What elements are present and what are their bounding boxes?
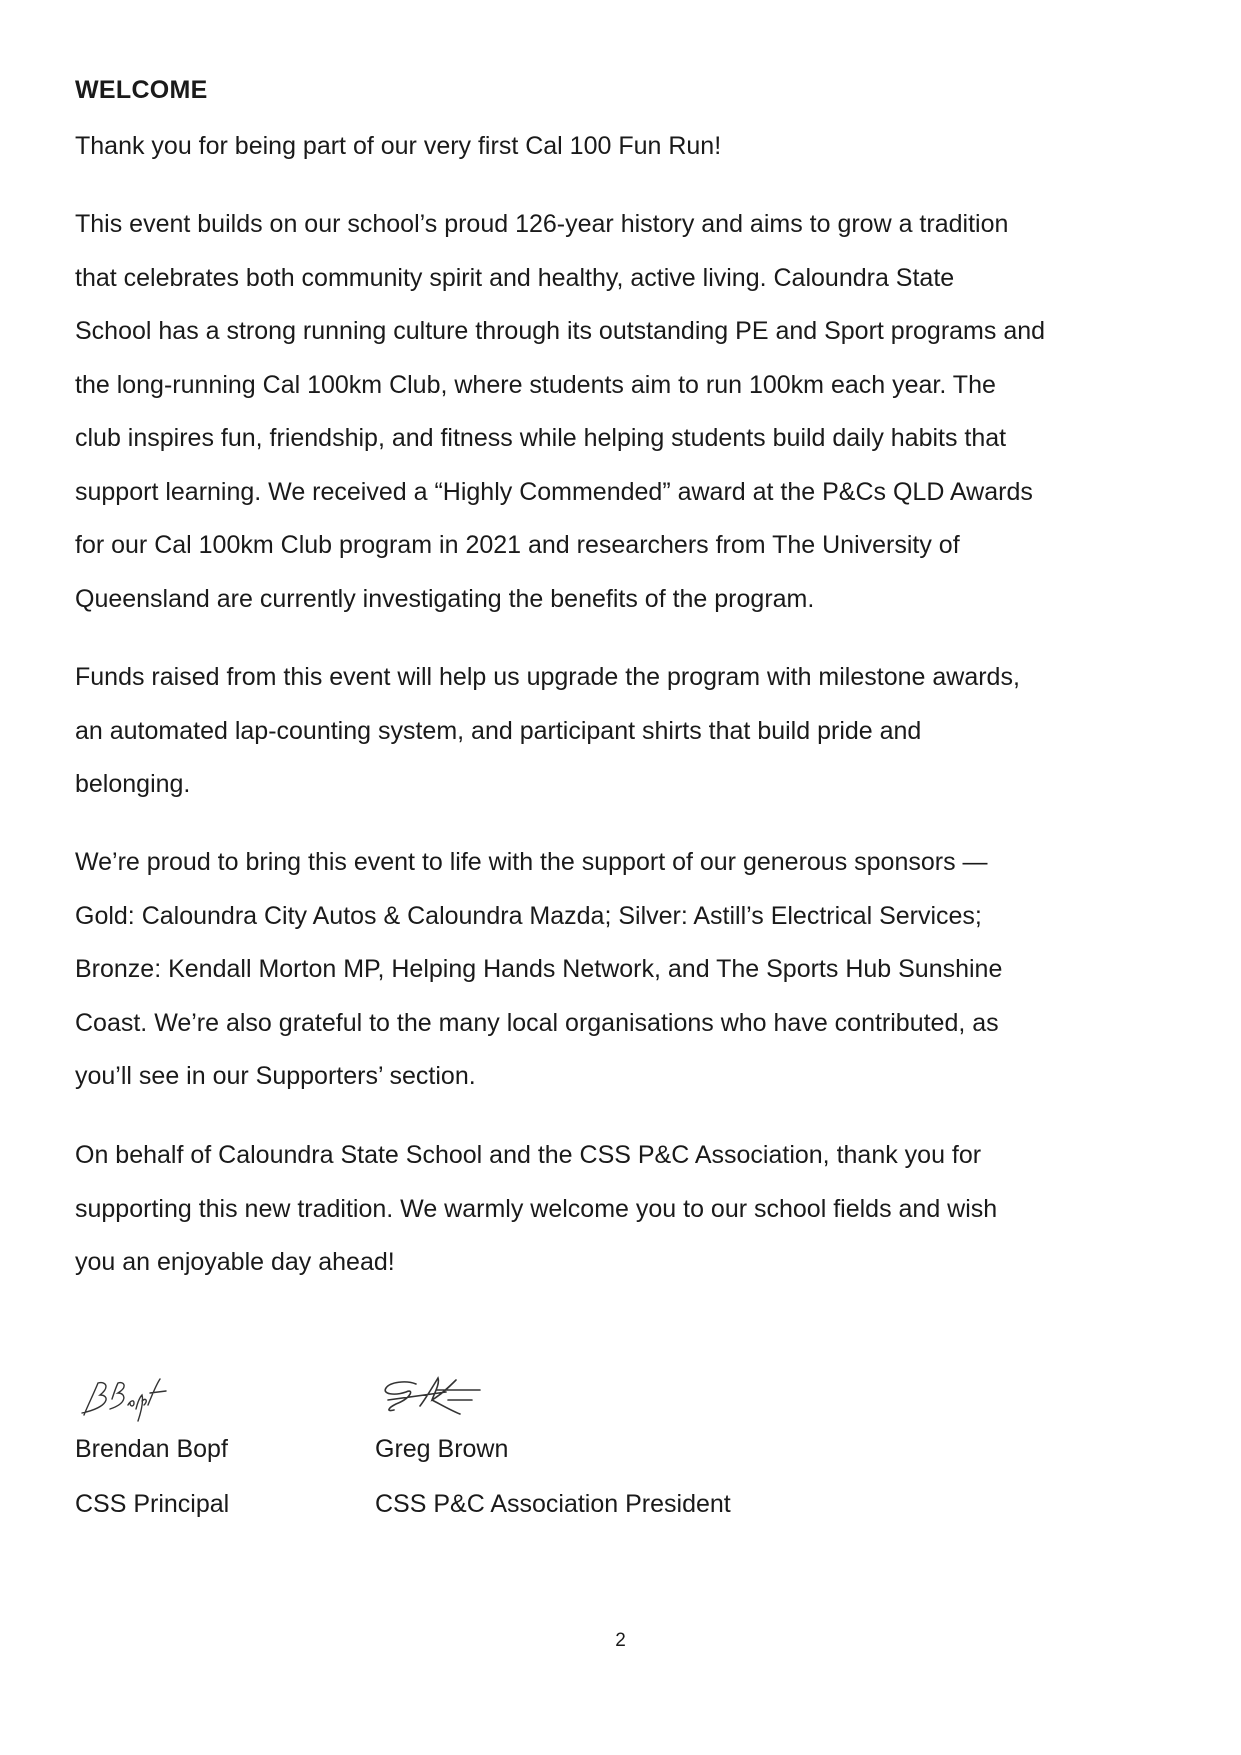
intro-sentence: Thank you for being part of our very first Cal 100 Fun Run!	[75, 132, 722, 160]
paragraph-line: Queensland are currently investigating the benefits of the program.	[75, 584, 815, 613]
signatory-name: Greg Brown	[375, 1435, 509, 1463]
signatory-title: CSS Principal	[75, 1490, 230, 1518]
paragraph-line: you an enjoyable day ahead!	[75, 1248, 395, 1276]
paragraph-line: We’re proud to bring this event to life with the support of our generous sponsors —	[75, 848, 988, 876]
paragraph-sponsors	[75, 836, 1175, 1104]
paragraph-line: School has a strong running culture through its outstanding PE and Sport programs and	[75, 317, 1046, 345]
signature-president	[376, 1370, 486, 1422]
signatory-title: CSS P&C Association President	[375, 1490, 731, 1518]
paragraph-line: supporting this new tradition. We warmly welcome you to our school fields and wish	[75, 1194, 998, 1223]
paragraph-thanks	[75, 1129, 1175, 1290]
paragraph-line: club inspires fun, friendship, and fitness while helping students build daily habits that	[75, 424, 1007, 452]
paragraph-line: Gold: Caloundra City Autos & Caloundra Mazda; Silver: Astill’s Electrical Services;	[75, 901, 982, 930]
paragraph-line: Coast. We’re also grateful to the many local organisations who have contributed, as	[75, 1008, 999, 1037]
paragraph-line: support learning. We received a “Highly Commended” award at the P&Cs QLD Awards	[75, 477, 1033, 506]
paragraph-line: On behalf of Caloundra State School and the CSS P&C Association, thank you for	[75, 1141, 982, 1169]
signature-principal	[76, 1375, 176, 1423]
page-number: 2	[615, 1630, 626, 1651]
paragraph-line: for our Cal 100km Club program in 2021 and researchers from The University of	[75, 531, 960, 559]
paragraph-line: that celebrates both community spirit and healthy, active living. Caloundra State	[75, 263, 955, 292]
paragraph-line: you’ll see in our Supporters’ section.	[75, 1062, 476, 1090]
paragraph-line: an automated lap-counting system, and participant shirts that build pride and	[75, 716, 922, 745]
paragraph-line: the long-running Cal 100km Club, where students aim to run 100km each year. The	[75, 370, 996, 399]
paragraph-line: belonging.	[75, 770, 191, 798]
paragraph-line: Funds raised from this event will help us upgrade the program with milestone awards,	[75, 663, 1020, 691]
paragraph-line: This event builds on our school’s proud 126-year history and aims to grow a tradition	[75, 210, 1009, 238]
paragraph-line: Bronze: Kendall Morton MP, Helping Hands Network, and The Sports Hub Sunshine	[75, 955, 1003, 983]
page-heading: WELCOME	[75, 76, 208, 104]
paragraph-history	[75, 198, 1175, 626]
signatory-name: Brendan Bopf	[75, 1435, 228, 1463]
paragraph-funds	[75, 651, 1175, 812]
